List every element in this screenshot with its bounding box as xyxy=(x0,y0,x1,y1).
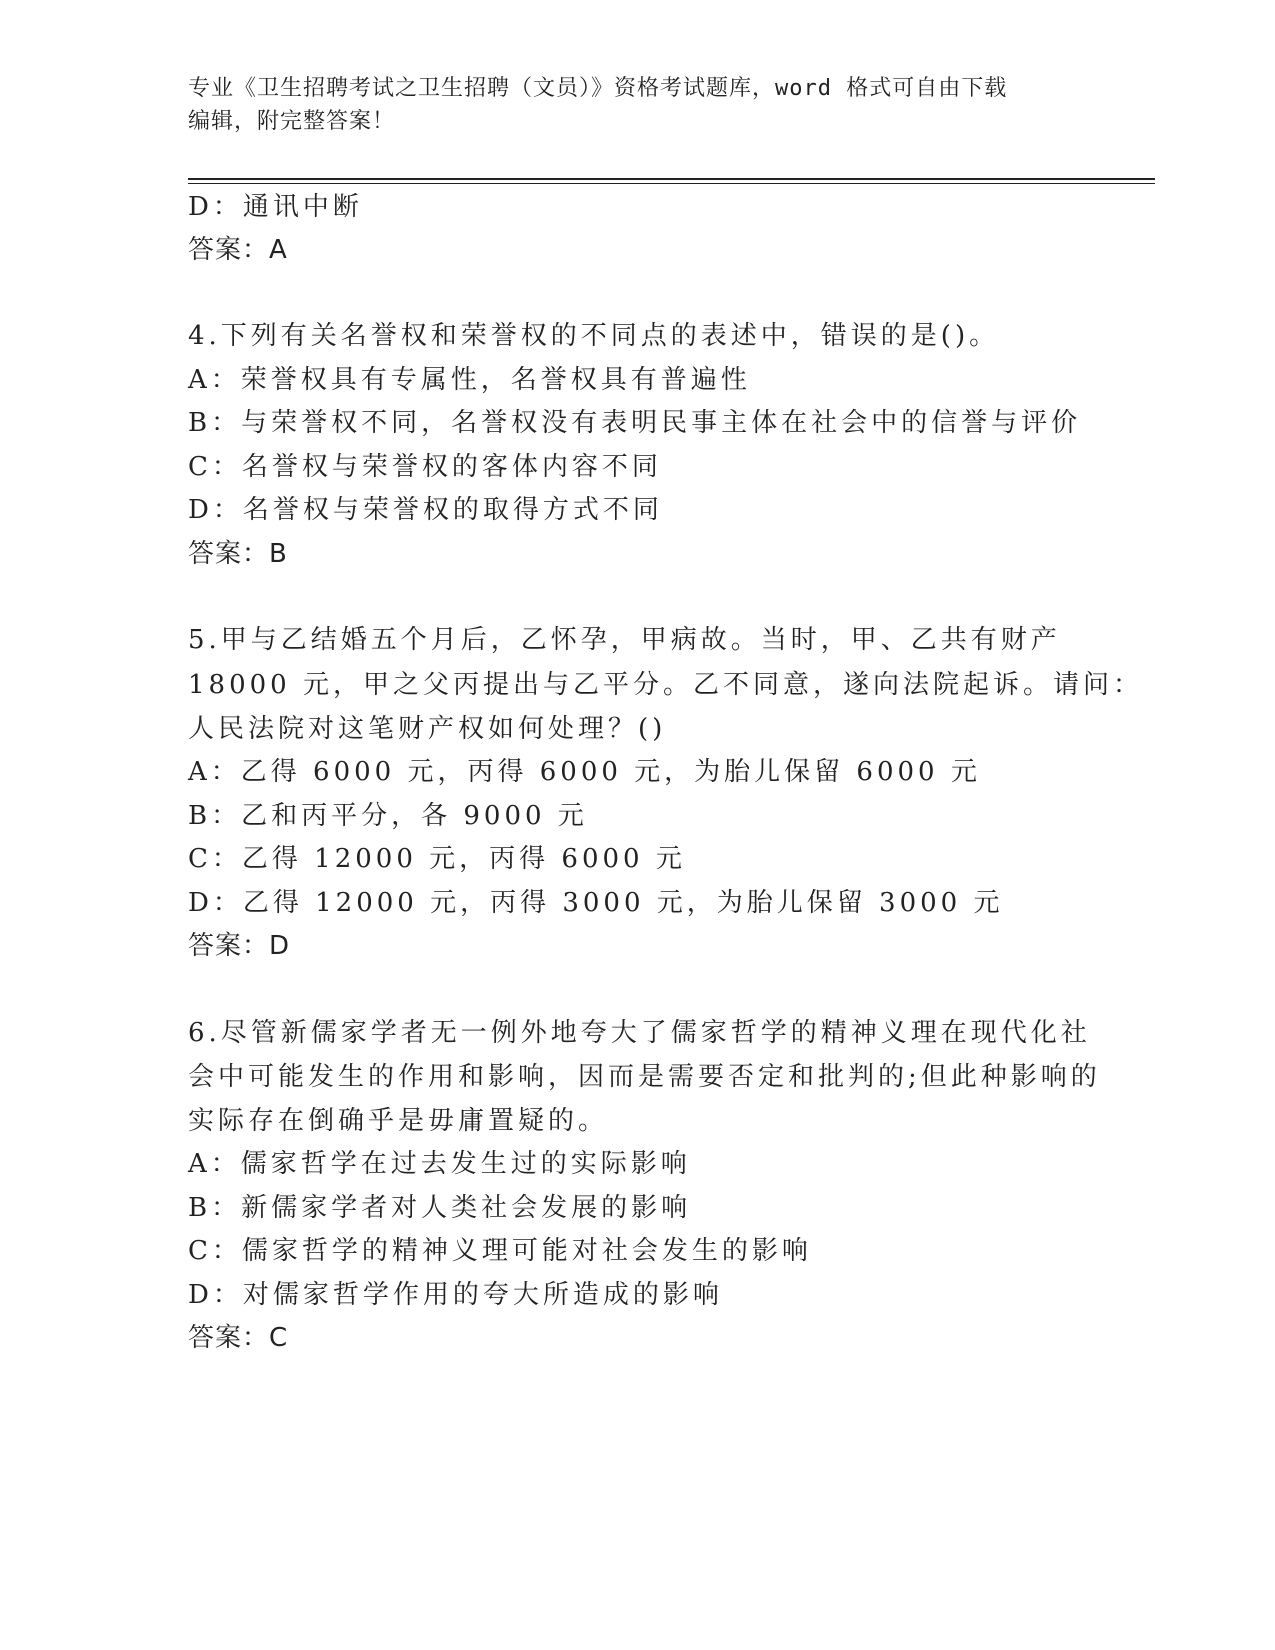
q4-option-a: A：荣誉权具有专属性，名誉权具有普遍性 xyxy=(188,365,751,395)
q5-option-a: A：乙得 6000 元，丙得 6000 元，为胎儿保留 6000 元 xyxy=(188,757,981,787)
document-header xyxy=(188,72,1088,138)
q5-stem-line-3: 人民法院对这笔财产权如何处理？() xyxy=(188,714,667,744)
q5-option-d: D：乙得 12000 元，丙得 3000 元，为胎儿保留 3000 元 xyxy=(188,888,1004,918)
q4-option-d: D：名誉权与荣誉权的取得方式不同 xyxy=(188,495,663,525)
q5-answer: 答案：D xyxy=(188,931,291,961)
q4-answer: 答案：B xyxy=(188,539,288,569)
q6-option-a: A：儒家哲学在过去发生过的实际影响 xyxy=(188,1149,691,1179)
q6-answer: 答案：C xyxy=(188,1323,289,1353)
header-divider-thick xyxy=(188,178,1155,180)
q6-stem-line-3: 实际存在倒确乎是毋庸置疑的。 xyxy=(188,1106,609,1136)
q5-stem-line-2: 18000 元，甲之父丙提出与乙平分。乙不同意，遂向法院起诉。请问： xyxy=(188,670,1143,700)
q6-option-b: B：新儒家学者对人类社会发展的影响 xyxy=(188,1193,692,1223)
header-line-2: 编辑，附完整答案！ xyxy=(188,109,396,134)
header-divider-thin xyxy=(188,183,1155,184)
q6-option-d: D：对儒家哲学作用的夸大所造成的影响 xyxy=(188,1280,723,1310)
q5-option-c: C：乙得 12000 元，丙得 6000 元 xyxy=(188,844,686,874)
q5-stem-line-1: 5.甲与乙结婚五个月后，乙怀孕，甲病故。当时，甲、乙共有财产 xyxy=(188,625,1061,655)
header-line-1: 专业《卫生招聘考试之卫生招聘（文员）》资格考试题库，word 格式可自由下载 xyxy=(188,76,1008,101)
prev-answer: 答案：A xyxy=(188,235,288,265)
q6-stem-line-2: 会中可能发生的作用和影响，因而是需要否定和批判的;但此种影响的 xyxy=(188,1062,1101,1092)
q4-stem-line-1: 4.下列有关名誉权和荣誉权的不同点的表述中，错误的是()。 xyxy=(188,321,1000,351)
q6-option-c: C：儒家哲学的精神义理可能对社会发生的影响 xyxy=(188,1236,812,1266)
q4-option-c: C：名誉权与荣誉权的客体内容不同 xyxy=(188,452,662,482)
prev-option-d: D：通讯中断 xyxy=(188,192,363,222)
q6-stem-line-1: 6.尽管新儒家学者无一例外地夸大了儒家哲学的精神义理在现代化社 xyxy=(188,1018,1091,1048)
q4-option-b: B：与荣誉权不同，名誉权没有表明民事主体在社会中的信誉与评价 xyxy=(188,408,1082,438)
q5-option-b: B：乙和丙平分，各 9000 元 xyxy=(188,801,588,831)
